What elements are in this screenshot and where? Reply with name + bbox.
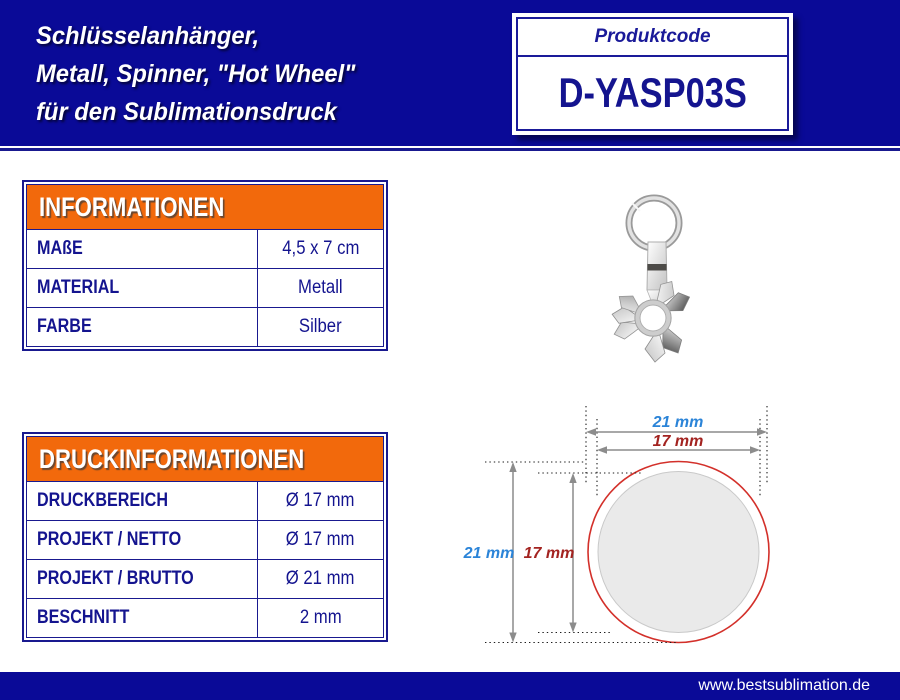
row-value-cell: [258, 560, 383, 598]
row-value-cell: [258, 269, 383, 307]
info-table-frame: [26, 184, 384, 347]
width-outer-label: 21 mm: [652, 414, 704, 431]
row-label-cell: [27, 482, 258, 520]
row-label-cell: [27, 599, 258, 637]
row-value: Silber: [299, 316, 342, 337]
footer-band: [0, 672, 900, 700]
row-value-cell: [258, 230, 383, 268]
row-value-cell: [258, 308, 383, 346]
print-info-table: [22, 432, 388, 642]
info-table-title: INFORMATIONEN: [39, 191, 225, 222]
row-label-cell: [27, 230, 258, 268]
row-label: BESCHNITT: [37, 607, 130, 628]
row-value-cell: [258, 482, 383, 520]
width-inner-label: 17 mm: [652, 433, 704, 450]
row-label: PROJEKT / BRUTTO: [37, 568, 194, 589]
header-divider: [0, 148, 900, 151]
row-label: MATERIAL: [37, 277, 120, 298]
info-table-header: [27, 185, 383, 229]
height-inner-label: 17 mm: [523, 545, 575, 562]
title-line-3: für den Sublimationsdruck: [36, 98, 337, 126]
row-label: PROJEKT / NETTO: [37, 529, 182, 550]
title-line-2: Metall, Spinner, "Hot Wheel": [36, 60, 356, 88]
print-info-table-title: DRUCKINFORMATIONEN: [39, 443, 305, 474]
product-code-frame: [516, 17, 789, 131]
footer-website: www.bestsublimation.de: [698, 677, 870, 694]
product-code-caption: [518, 19, 787, 57]
row-value-cell: [258, 521, 383, 559]
table-row: [27, 598, 383, 637]
print-info-table-frame: [26, 436, 384, 638]
row-value-cell: [258, 599, 383, 637]
row-value: 2 mm: [299, 607, 342, 628]
row-value: Ø 17 mm: [286, 490, 355, 511]
row-label-cell: [27, 521, 258, 559]
table-row: [27, 481, 383, 520]
title-line-1: Schlüsselanhänger,: [36, 22, 260, 50]
product-code-caption-text: Produktcode: [594, 26, 711, 47]
row-label: FARBE: [37, 316, 92, 337]
row-label: MAßE: [37, 238, 83, 259]
product-code-box: [512, 13, 793, 135]
height-outer-label: 21 mm: [463, 545, 515, 562]
table-row: [27, 520, 383, 559]
table-row: [27, 229, 383, 268]
row-value: 4,5 x 7 cm: [281, 238, 360, 259]
print-area-circle: [598, 472, 759, 633]
row-value: Metall: [298, 277, 343, 298]
row-label: DRUCKBEREICH: [37, 490, 169, 511]
product-code-value: [518, 57, 787, 129]
row-label-cell: [27, 308, 258, 346]
product-code-value-text: D-YASP03S: [558, 69, 747, 116]
table-row: [27, 307, 383, 346]
print-info-table-header: [27, 437, 383, 481]
table-row: [27, 559, 383, 598]
print-area-diagram: [462, 398, 784, 660]
table-row: [27, 268, 383, 307]
row-label-cell: [27, 560, 258, 598]
row-label-cell: [27, 269, 258, 307]
row-value: Ø 21 mm: [286, 568, 355, 589]
keyring-icon: [629, 198, 679, 248]
page-title: [36, 17, 355, 131]
row-value: Ø 17 mm: [286, 529, 355, 550]
product-photo-keychain: [598, 186, 710, 372]
info-table: [22, 180, 388, 351]
